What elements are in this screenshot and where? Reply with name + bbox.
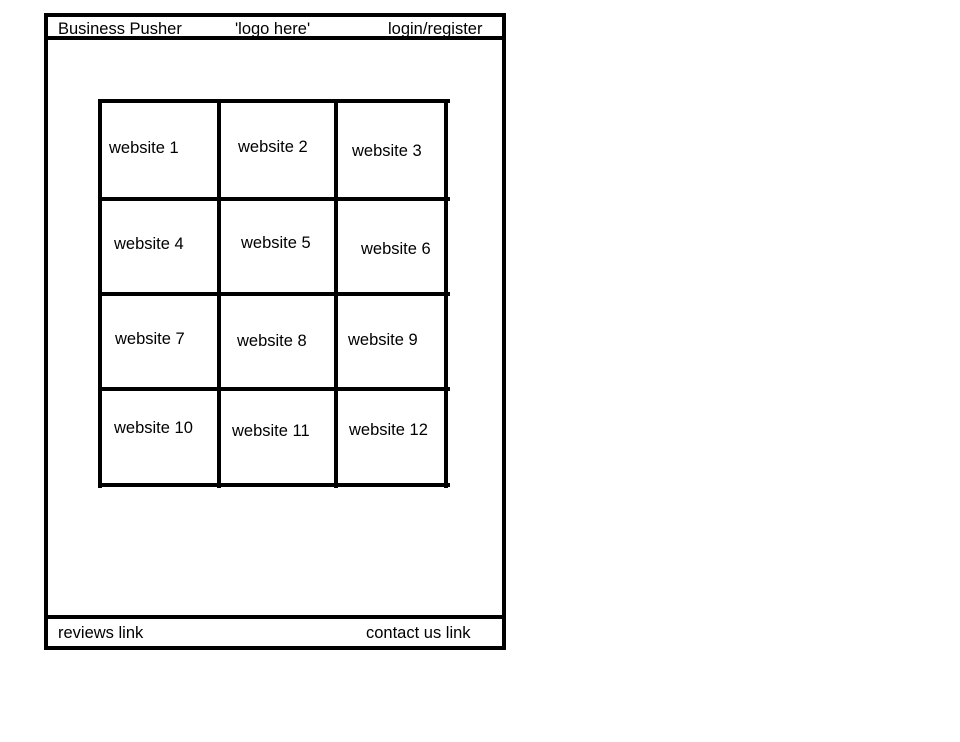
website-tile-9[interactable]: website 9: [348, 331, 418, 349]
website-tile-8[interactable]: website 8: [237, 332, 307, 350]
grid-line: [98, 99, 450, 103]
website-grid: [98, 99, 450, 488]
grid-line: [98, 387, 450, 391]
grid-line: [98, 197, 450, 201]
website-tile-4[interactable]: website 4: [114, 235, 184, 253]
website-tile-1[interactable]: website 1: [109, 139, 179, 157]
website-tile-6[interactable]: website 6: [361, 240, 431, 258]
footer-bar: [48, 615, 502, 650]
reviews-link[interactable]: reviews link: [58, 624, 144, 642]
contact-us-link[interactable]: contact us link: [366, 624, 471, 642]
grid-line: [98, 292, 450, 296]
login-register-link[interactable]: login/register: [388, 20, 483, 38]
website-tile-5[interactable]: website 5: [241, 234, 311, 252]
grid-line: [98, 483, 450, 487]
website-tile-7[interactable]: website 7: [115, 330, 185, 348]
header-bar: [48, 17, 502, 40]
website-tile-3[interactable]: website 3: [352, 142, 422, 160]
brand-title[interactable]: Business Pusher: [58, 20, 182, 38]
website-tile-10[interactable]: website 10: [114, 419, 193, 437]
website-tile-12[interactable]: website 12: [349, 421, 428, 439]
website-tile-2[interactable]: website 2: [238, 138, 308, 156]
website-tile-11[interactable]: website 11: [232, 422, 310, 440]
logo-placeholder: 'logo here': [235, 20, 311, 38]
